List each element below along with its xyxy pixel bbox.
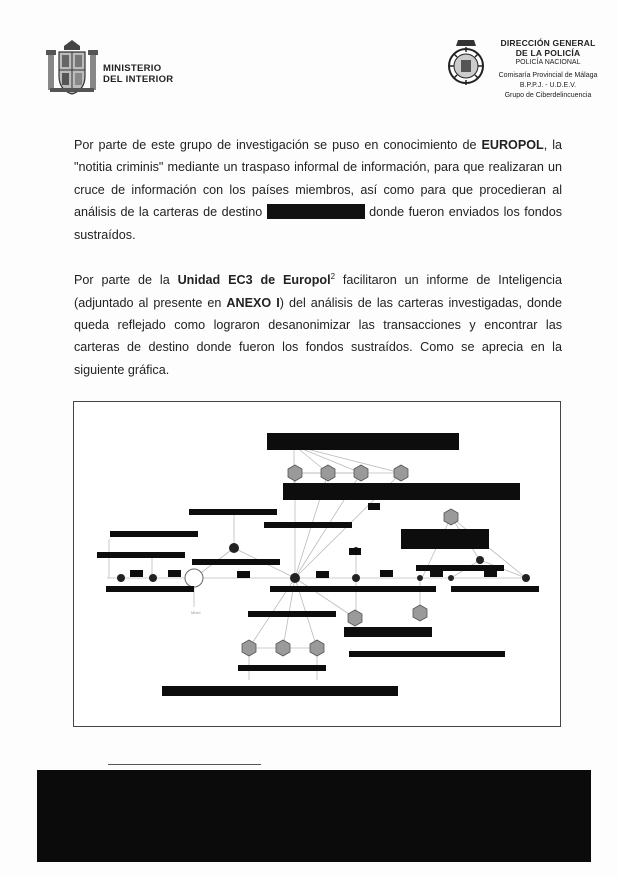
p2-annex: ANEXO I	[226, 295, 280, 310]
national-police-badge-icon	[446, 38, 486, 88]
footnote-separator	[108, 764, 261, 765]
footnote-redaction-block	[37, 770, 591, 862]
footnote-marker: 2	[330, 272, 336, 281]
dot-node	[290, 573, 300, 583]
dot-node	[417, 575, 423, 581]
police-line-6: Grupo de Ciberdelincuencia	[504, 92, 592, 99]
hex-node	[242, 640, 256, 656]
hex-node	[413, 605, 427, 621]
p2-text-c: facilitaron un informe de Inteligencia (adjuntado al presente en	[74, 273, 562, 310]
p2-text-e: ) del análisis de las carteras investigadas, donde queda reflejado como lograron desanonimizar las transacciones y encontrar las carteras de destino donde fueron los fondos sustraídos. Como se aprecia en la siguiente gráfica.	[74, 295, 562, 377]
dot-node	[476, 556, 484, 564]
ministry-line-1: MINISTERIO	[103, 63, 162, 74]
paragraph-1	[74, 134, 562, 246]
spain-coat-of-arms-icon	[44, 40, 100, 98]
police-line-4: Comisaría Provincial de Málaga	[498, 72, 598, 79]
hex-node	[444, 509, 458, 525]
hex-node	[310, 640, 324, 656]
hex-node	[354, 465, 368, 481]
dot-node	[448, 575, 454, 581]
paragraph-2	[74, 266, 562, 381]
police-header	[494, 38, 602, 101]
police-line-1: DIRECCIÓN GENERAL	[500, 38, 596, 48]
dot-node	[117, 574, 125, 582]
police-line-2: DE LA POLICÍA	[515, 48, 581, 58]
p1-text-a: Por parte de este grupo de investigación se puso en conocimiento de	[74, 138, 482, 152]
dot-node	[229, 543, 239, 553]
hex-node	[394, 465, 408, 481]
dot-node	[352, 574, 360, 582]
ministry-line-2: DEL INTERIOR	[103, 74, 174, 85]
dot-node	[522, 574, 530, 582]
ministry-name	[103, 63, 173, 85]
hex-node	[348, 610, 362, 626]
p1-text-d: donde fueron enviados los fondos sustraídos.	[74, 205, 563, 242]
police-line-5: B.P.P.J. - U.D.E.V.	[519, 82, 577, 89]
hex-node	[288, 465, 302, 481]
wallet-network-graph	[74, 402, 560, 726]
open-node	[185, 569, 203, 587]
p2-unit-name: Unidad EC3 de Europol	[177, 273, 331, 288]
wallet-network-figure	[73, 401, 561, 727]
hex-node	[276, 640, 290, 656]
p1-text-c: , la "notitia criminis" mediante un traspaso informal de información, para que realizaran un cruce de información con los países miembros, así como para que procedieran al análisis de la carteras de destino	[74, 138, 562, 220]
police-line-3: POLICÍA NACIONAL	[515, 59, 581, 66]
mixer-label: Mixer	[191, 610, 201, 615]
dot-node	[149, 574, 157, 582]
redaction-block	[267, 204, 365, 219]
p2-text-a: Por parte de la	[74, 273, 178, 288]
hex-node	[321, 465, 335, 481]
p1-europol: EUROPOL	[481, 138, 544, 152]
